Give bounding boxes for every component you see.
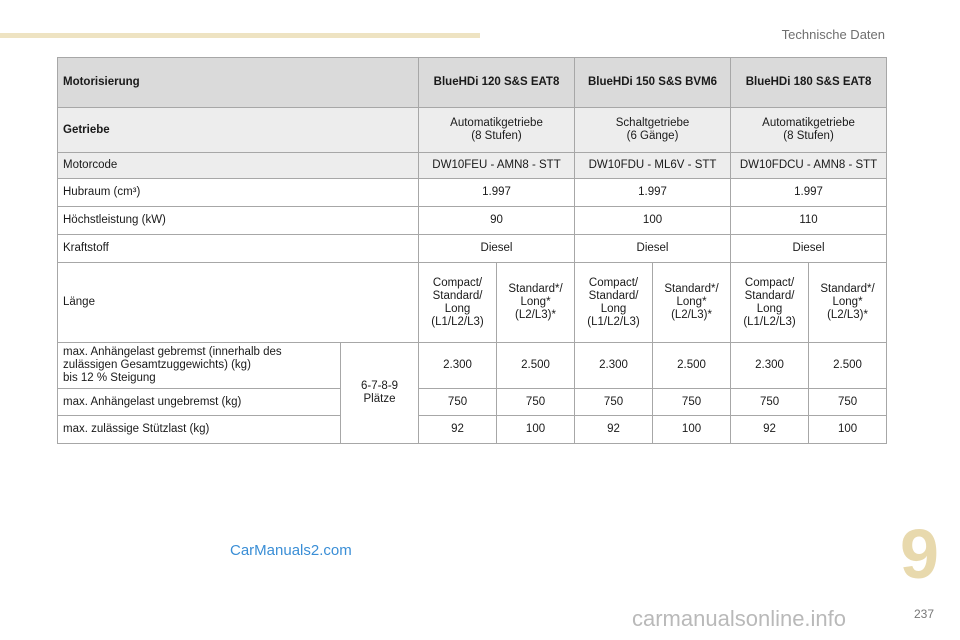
length-cell — [419, 263, 497, 343]
carmanuals-link[interactable]: CarManuals2.com — [230, 542, 352, 559]
cell-line: (8 Stufen) — [783, 130, 834, 142]
engine-code-cell: DW10FDCU - AMN8 - STT — [731, 153, 887, 179]
cell-line: (L2/L3)* — [827, 309, 868, 321]
braked-load-cell: 2.500 — [653, 343, 731, 389]
cell-line: Automatikgetriebe — [450, 117, 543, 129]
cell-line: Standard/ — [588, 289, 639, 302]
unbraked-load-cell: 750 — [419, 389, 497, 416]
nose-weight-cell: 100 — [497, 416, 575, 444]
unbraked-load-cell: 750 — [653, 389, 731, 416]
cell-line: Schaltgetriebe — [615, 117, 690, 129]
row-anhaengelast-gebremst — [58, 343, 887, 389]
cell-line: zulässigen Gesamtzuggewichts) (kg) — [63, 359, 251, 371]
length-cell — [497, 263, 575, 343]
engine-header: BlueHDi 120 S&S EAT8 — [419, 58, 575, 108]
cell-line: Long — [600, 302, 627, 315]
cell-line: (L2/L3)* — [515, 309, 556, 321]
displacement-cell: 1.997 — [419, 179, 575, 207]
cell-line: Standard*/ — [664, 283, 719, 295]
fuel-cell: Diesel — [731, 235, 887, 263]
nose-weight-cell: 92 — [575, 416, 653, 444]
unbraked-load-cell: 750 — [809, 389, 887, 416]
transmission-cell — [419, 108, 575, 153]
cell-line: 6-7-8-9 — [360, 380, 399, 392]
row-label: Länge — [58, 263, 419, 343]
row-motorcode — [58, 153, 887, 179]
row-leistung — [58, 207, 887, 235]
length-cell — [575, 263, 653, 343]
displacement-cell: 1.997 — [731, 179, 887, 207]
row-anhaengelast-ungebremst — [58, 389, 887, 416]
row-label: Getriebe — [58, 108, 419, 153]
cell-line: Standard/ — [432, 289, 483, 302]
length-cell — [653, 263, 731, 343]
braked-load-cell: 2.500 — [497, 343, 575, 389]
length-cell — [731, 263, 809, 343]
row-laenge — [58, 263, 887, 343]
row-label: Motorisierung — [58, 58, 419, 108]
braked-load-cell: 2.300 — [419, 343, 497, 389]
nose-weight-cell: 100 — [653, 416, 731, 444]
cell-line: (L1/L2/L3) — [743, 315, 796, 328]
cell-line: max. Anhängelast gebremst (innerhalb des — [63, 346, 282, 358]
cell-line: Long — [444, 302, 471, 315]
power-cell: 90 — [419, 207, 575, 235]
row-label — [58, 343, 341, 389]
row-label: Hubraum (cm³) — [58, 179, 419, 207]
fuel-cell: Diesel — [419, 235, 575, 263]
unbraked-load-cell: 750 — [497, 389, 575, 416]
cell-line: (L1/L2/L3) — [587, 315, 640, 328]
cell-line: Compact/ — [432, 276, 483, 289]
cell-line: (8 Stufen) — [471, 130, 522, 142]
nose-weight-cell: 92 — [419, 416, 497, 444]
cell-line: Plätze — [363, 393, 396, 405]
cell-line: (L1/L2/L3) — [431, 315, 484, 328]
cell-line: Compact/ — [744, 276, 795, 289]
cell-line: Automatikgetriebe — [762, 117, 855, 129]
cell-line: Long* — [520, 296, 551, 308]
section-title: Technische Daten — [781, 27, 885, 42]
nose-weight-cell: 92 — [731, 416, 809, 444]
engine-code-cell: DW10FEU - AMN8 - STT — [419, 153, 575, 179]
power-cell: 100 — [575, 207, 731, 235]
fuel-cell: Diesel — [575, 235, 731, 263]
cell-line: Compact/ — [588, 276, 639, 289]
braked-load-cell: 2.300 — [731, 343, 809, 389]
cell-line: Long* — [676, 296, 707, 308]
engine-header: BlueHDi 180 S&S EAT8 — [731, 58, 887, 108]
cell-line: bis 12 % Steigung — [63, 372, 156, 384]
row-hubraum — [58, 179, 887, 207]
power-cell: 110 — [731, 207, 887, 235]
chapter-number: 9 — [900, 515, 939, 593]
cell-line: Standard*/ — [820, 283, 875, 295]
row-motorisierung — [58, 58, 887, 108]
cell-line: Long — [756, 302, 783, 315]
cell-line: Standard*/ — [508, 283, 563, 295]
unbraked-load-cell: 750 — [731, 389, 809, 416]
row-kraftstoff — [58, 235, 887, 263]
cell-line: (6 Gänge) — [626, 130, 679, 142]
page-number: 237 — [913, 607, 934, 621]
unbraked-load-cell: 750 — [575, 389, 653, 416]
row-getriebe — [58, 108, 887, 153]
watermark-text: carmanualsonline.info — [632, 606, 847, 631]
row-stuetzlast — [58, 416, 887, 444]
engine-header: BlueHDi 150 S&S BVM6 — [575, 58, 731, 108]
displacement-cell: 1.997 — [575, 179, 731, 207]
header-accent-bar — [0, 33, 480, 38]
transmission-cell — [731, 108, 887, 153]
row-label: max. Anhängelast ungebremst (kg) — [58, 389, 341, 416]
braked-load-cell: 2.500 — [809, 343, 887, 389]
row-label: max. zulässige Stützlast (kg) — [58, 416, 341, 444]
seats-cell — [341, 343, 419, 444]
cell-line: (L2/L3)* — [671, 309, 712, 321]
cell-line: Standard/ — [744, 289, 795, 302]
length-cell — [809, 263, 887, 343]
engine-code-cell: DW10FDU - ML6V - STT — [575, 153, 731, 179]
transmission-cell — [575, 108, 731, 153]
cell-line: Long* — [832, 296, 863, 308]
nose-weight-cell: 100 — [809, 416, 887, 444]
technical-data-table — [57, 57, 887, 444]
row-label: Höchstleistung (kW) — [58, 207, 419, 235]
row-label: Kraftstoff — [58, 235, 419, 263]
braked-load-cell: 2.300 — [575, 343, 653, 389]
row-label: Motorcode — [58, 153, 419, 179]
